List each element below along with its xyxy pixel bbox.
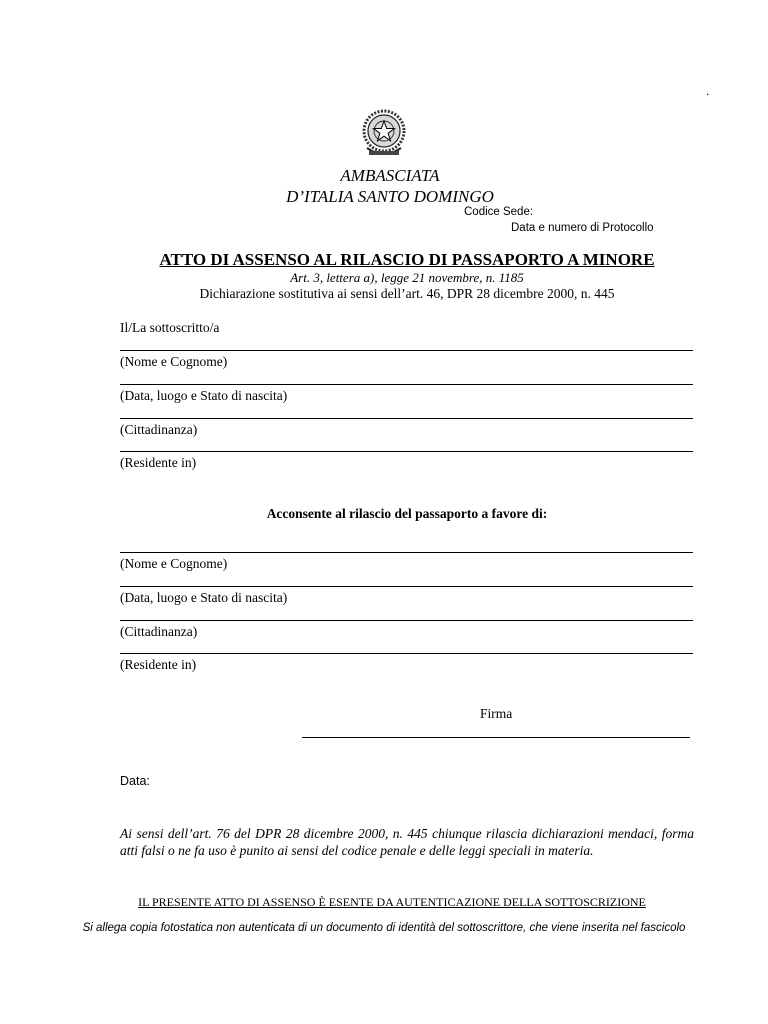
declarant-name-field[interactable] [120,350,693,351]
corner-mark: . [706,84,710,98]
italian-republic-emblem-icon [361,104,407,164]
legal-reference: Art. 3, lettera a), legge 21 novembre, n. 1185 [290,270,524,285]
minor-name-label: (Nome e Cognome) [120,556,228,571]
declaration-subtitle: Dichiarazione sostitutiva ai sensi dell’art. 46, DPR 28 dicembre 2000, n. 445 [199,286,615,301]
declarant-residence-label: (Residente in) [120,455,197,470]
legal-warning: Ai sensi dell’art. 76 del DPR 28 dicembre 2000, n. 445 chiunque rilascia dichiarazioni mendaci, forma atti falsi o ne fa uso è punito ai sensi del codice penale e delle leggi speciali in materia. [120,826,694,858]
declarant-birth-label: (Data, luogo e Stato di nascita) [120,388,288,403]
minor-birth-field[interactable] [120,586,693,587]
date-label: Data: [120,774,150,788]
signature-label: Firma [480,706,513,721]
declarant-name-label: (Nome e Cognome) [120,354,228,369]
attachment-note: Si allega copia fotostatica non autenticata di un documento di identità del sottoscrittore, che viene inserita nel fascicolo [82,922,686,934]
signature-field[interactable] [302,737,690,738]
declarant-intro: Il/La sottoscritto/a [120,320,220,335]
document-title: ATTO DI ASSENSO AL RILASCIO DI PASSAPORTO A MINORE [159,250,655,269]
consent-heading: Acconsente al rilascio del passaporto a favore di: [266,506,548,521]
declarant-citizenship-field[interactable] [120,418,693,419]
declarant-citizenship-label: (Cittadinanza) [120,422,198,437]
declarant-birth-field[interactable] [120,384,693,385]
minor-residence-field[interactable] [120,653,693,654]
embassy-name-line2: D’ITALIA SANTO DOMINGO [286,187,494,206]
codice-sede-label: Codice Sede: [464,206,534,218]
minor-birth-label: (Data, luogo e Stato di nascita) [120,590,288,605]
minor-citizenship-label: (Cittadinanza) [120,624,198,639]
protocollo-label: Data e numero di Protocollo [511,222,654,234]
minor-residence-label: (Residente in) [120,657,197,672]
exemption-note: IL PRESENTE ATTO DI ASSENSO È ESENTE DA AUTENTICAZIONE DELLA SOTTOSCRIZIONE [138,895,646,909]
minor-name-field[interactable] [120,552,693,553]
minor-citizenship-field[interactable] [120,620,693,621]
embassy-name-line1: AMBASCIATA [340,166,440,185]
declarant-residence-field[interactable] [120,451,693,452]
